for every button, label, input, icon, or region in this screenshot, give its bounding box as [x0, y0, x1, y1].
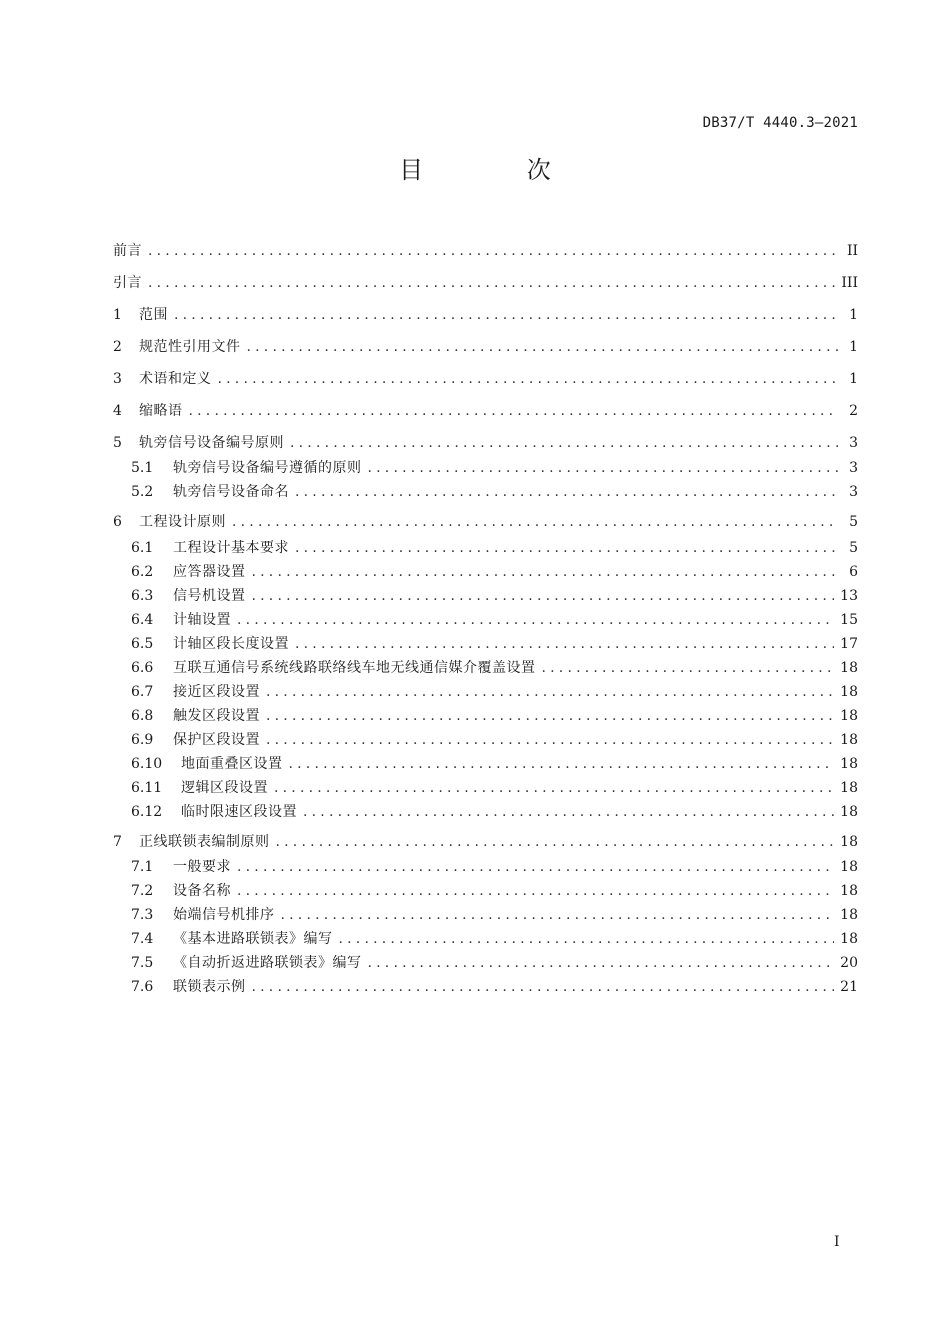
toc-entry[interactable]	[113, 240, 858, 262]
toc-leader-dots	[368, 457, 839, 479]
toc-entry-number: 5.2	[131, 484, 154, 500]
toc-leader-dots	[266, 729, 834, 751]
toc-entry-page: 6	[849, 564, 858, 580]
toc-leader-dots	[274, 777, 834, 799]
standard-code: DB37/T 4440.3—2021	[702, 115, 858, 131]
toc-entry-label: 《自动折返进路联锁表》编写	[173, 955, 362, 971]
toc-leader-dots	[232, 511, 838, 533]
toc-entry-page: 1	[849, 307, 858, 323]
toc-entry-page: 18	[840, 660, 858, 676]
toc-entry-label: 联锁表示例	[173, 979, 246, 995]
toc-entry-page: 18	[840, 883, 858, 899]
toc-entry-page: 3	[849, 435, 858, 451]
toc-entry-number: 7.4	[131, 931, 154, 947]
toc-leader-dots	[368, 952, 835, 974]
toc-entry[interactable]	[131, 928, 858, 950]
toc-entry-number: 2	[113, 339, 122, 355]
page-title: 目 次	[399, 156, 599, 184]
toc-entry-number: 6.7	[131, 684, 154, 700]
toc-entry[interactable]	[113, 336, 858, 358]
toc-entry[interactable]	[131, 633, 858, 655]
toc-entry-label: 缩略语	[139, 403, 183, 419]
toc-entry-page: 17	[840, 636, 858, 652]
toc-entry[interactable]	[131, 609, 858, 631]
toc-entry-page: 3	[849, 484, 858, 500]
toc-leader-dots	[237, 609, 834, 631]
toc-entry-number: 6.5	[131, 636, 154, 652]
toc-entry-label: 接近区段设置	[173, 684, 260, 700]
toc-entry-page: 18	[840, 859, 858, 875]
toc-leader-dots	[542, 657, 835, 679]
toc-leader-dots	[290, 432, 838, 454]
toc-entry-page: 21	[840, 979, 858, 995]
toc-entry-label: 始端信号机排序	[173, 907, 275, 923]
toc-entry[interactable]	[131, 880, 858, 902]
toc-entry-label: 临时限速区段设置	[181, 804, 297, 820]
toc-entry-page: 18	[840, 804, 858, 820]
toc-entry[interactable]	[131, 729, 858, 751]
toc-entry-page: 18	[840, 684, 858, 700]
toc-entry-label: 信号机设置	[173, 588, 246, 604]
toc-entry-number: 6.12	[131, 804, 163, 820]
toc-entry[interactable]	[113, 432, 858, 454]
page-number: I	[834, 1234, 840, 1250]
toc-entry-number: 6.8	[131, 708, 154, 724]
toc-entry-number: 7.5	[131, 955, 154, 971]
toc-entry-page: 18	[840, 708, 858, 724]
toc-entry-number: 6.2	[131, 564, 154, 580]
toc-entry[interactable]	[131, 856, 858, 878]
toc-entry[interactable]	[131, 657, 858, 679]
toc-entry-number: 1	[113, 307, 122, 323]
toc-entry-page: 13	[840, 588, 858, 604]
toc-leader-dots	[218, 368, 839, 390]
toc-entry-label: 保护区段设置	[173, 732, 260, 748]
toc-entry[interactable]	[131, 457, 858, 479]
toc-entry-page: 18	[840, 780, 858, 796]
toc-leader-dots	[174, 304, 838, 326]
toc-entry-page: 2	[849, 403, 858, 419]
toc-entry-page: 1	[849, 339, 858, 355]
toc-entry-number: 3	[113, 371, 122, 387]
toc-entry-label: 工程设计原则	[139, 514, 226, 530]
toc-leader-dots	[303, 801, 834, 823]
toc-entry-page: II	[846, 243, 858, 259]
toc-entry-label: 设备名称	[173, 883, 231, 899]
toc-leader-dots	[247, 336, 839, 358]
toc-entry[interactable]	[113, 400, 858, 422]
toc-entry-number: 7.3	[131, 907, 154, 923]
toc-entry-label: 范围	[139, 307, 168, 323]
toc-entry-number: 6.1	[131, 540, 154, 556]
toc-entry-label: 触发区段设置	[173, 708, 260, 724]
toc-entry-label: 地面重叠区设置	[181, 756, 283, 772]
toc-entry-label: 工程设计基本要求	[173, 540, 289, 556]
toc-entry[interactable]	[113, 831, 858, 853]
toc-leader-dots	[252, 976, 835, 998]
toc-entry-number: 4	[113, 403, 122, 419]
toc-leader-dots	[281, 904, 835, 926]
toc-entry-number: 7.2	[131, 883, 154, 899]
toc-entry-page: 18	[840, 732, 858, 748]
toc-entry-number: 7	[113, 834, 122, 850]
toc-entry-number: 6.6	[131, 660, 154, 676]
toc-entry-page: III	[841, 275, 858, 291]
toc-entry[interactable]	[131, 481, 858, 503]
toc-entry[interactable]	[113, 272, 858, 294]
toc-entry[interactable]	[113, 304, 858, 326]
toc-leader-dots	[339, 928, 835, 950]
toc-entry-number: 6.11	[131, 780, 163, 796]
toc-entry-page: 1	[849, 371, 858, 387]
toc-leader-dots	[237, 880, 834, 902]
toc-entry[interactable]	[131, 904, 858, 926]
toc-entry[interactable]	[131, 585, 858, 607]
toc-entry[interactable]	[131, 777, 858, 799]
toc-entry-page: 3	[849, 460, 858, 476]
toc-entry[interactable]	[113, 511, 858, 533]
toc-leader-dots	[148, 240, 838, 262]
toc-entry[interactable]	[131, 952, 858, 974]
toc-entry[interactable]	[131, 681, 858, 703]
toc-entry-label: 计轴区段长度设置	[173, 636, 289, 652]
toc-leader-dots	[266, 681, 834, 703]
toc-entry-page: 18	[840, 834, 858, 850]
toc-entry[interactable]	[113, 368, 858, 390]
toc-entry-label: 互联互通信号系统线路联络线车地无线通信媒介覆盖设置	[173, 660, 536, 676]
toc-entry-label: 正线联锁表编制原则	[139, 834, 270, 850]
toc-entry-label: 计轴设置	[173, 612, 231, 628]
toc-entry-label: 一般要求	[173, 859, 231, 875]
toc-entry[interactable]	[131, 801, 858, 823]
toc-entry[interactable]	[131, 976, 858, 998]
toc-leader-dots	[266, 705, 834, 727]
toc-entry-page: 20	[840, 955, 858, 971]
toc-entry-number: 6.4	[131, 612, 154, 628]
toc-leader-dots	[295, 537, 838, 559]
toc-entry-number: 6.9	[131, 732, 154, 748]
toc-entry-page: 18	[840, 931, 858, 947]
toc-leader-dots	[295, 481, 838, 503]
toc-entry[interactable]	[131, 561, 858, 583]
toc-entry-page: 15	[840, 612, 858, 628]
toc-entry-label: 术语和定义	[139, 371, 212, 387]
toc-entry[interactable]	[131, 753, 858, 775]
toc-entry-label: 规范性引用文件	[139, 339, 241, 355]
toc-leader-dots	[295, 633, 834, 655]
toc-leader-dots	[237, 856, 834, 878]
toc-entry-number: 5	[113, 435, 122, 451]
toc-entry[interactable]	[131, 537, 858, 559]
toc-entry-label: 轨旁信号设备编号原则	[139, 435, 284, 451]
toc-leader-dots	[189, 400, 839, 422]
toc-entry[interactable]	[131, 705, 858, 727]
toc-entry-page: 18	[840, 756, 858, 772]
toc-entry-number: 6.10	[131, 756, 163, 772]
toc-leader-dots	[252, 585, 835, 607]
toc-entry-number: 6.3	[131, 588, 154, 604]
toc-entry-number: 7.6	[131, 979, 154, 995]
toc-entry-label: 引言	[113, 275, 142, 291]
toc-leader-dots	[276, 831, 835, 853]
toc-entry-label: 应答器设置	[173, 564, 246, 580]
toc-entry-number: 6	[113, 514, 122, 530]
toc-leader-dots	[252, 561, 839, 583]
toc-entry-number: 7.1	[131, 859, 154, 875]
toc-leader-dots	[289, 753, 835, 775]
toc-entry-label: 轨旁信号设备命名	[173, 484, 289, 500]
toc-leader-dots	[148, 272, 835, 294]
toc-entry-page: 5	[849, 514, 858, 530]
toc-entry-page: 18	[840, 907, 858, 923]
toc-entry-number: 5.1	[131, 460, 154, 476]
toc-entry-label: 逻辑区段设置	[181, 780, 268, 796]
toc-entry-label: 轨旁信号设备编号遵循的原则	[173, 460, 362, 476]
toc-entry-page: 5	[849, 540, 858, 556]
toc-entry-label: 《基本进路联锁表》编写	[173, 931, 333, 947]
toc-entry-label: 前言	[113, 243, 142, 259]
